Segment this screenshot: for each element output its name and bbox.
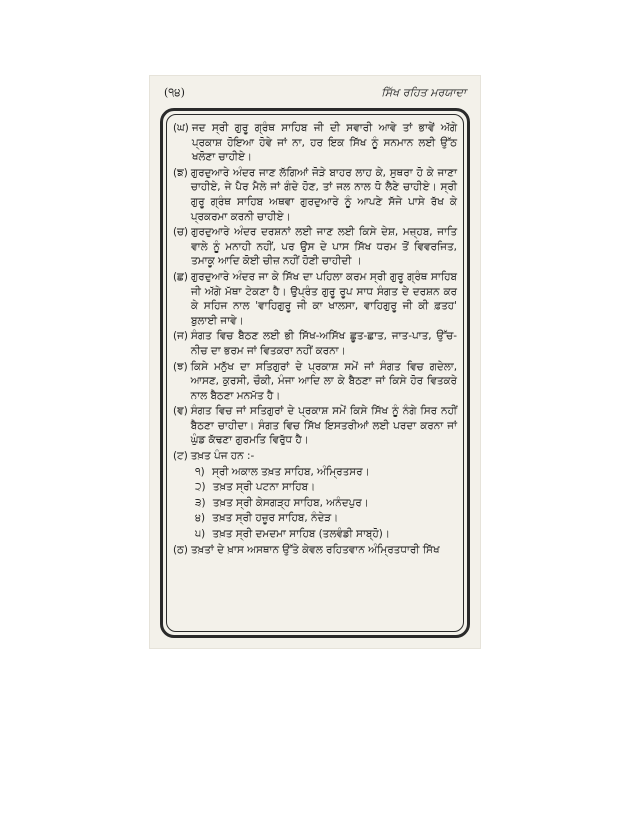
paragraph-text: ਗੁਰਦੁਆਰੇ ਅੰਦਰ ਦਰਸ਼ਨਾਂ ਲਈ ਜਾਣ ਲਈ ਕਿਸੇ ਦੇਸ਼, ਮਜ਼੍ਹਬ, ਜਾਤਿ ਵਾਲੇ ਨੂੰ ਮਨਾਹੀ ਨਹੀਂ, ਪਰ ਉਸ ਦੇ ਪਾਸ ਸਿੱਖ ਧਰਮ ਤੋਂ ਵਿਵਰਜਿਤ, ਤਮਾਕੂ ਆਦਿ ਕੋਈ ਚੀਜ਼ ਨਹੀਂ ਹੋਣੀ ਚਾਹੀਦੀ । (191, 226, 457, 268)
paragraph-marker: (ਘ) (173, 122, 189, 134)
running-title: ਸਿੱਖ ਰਹਿਤ ਮਰਯਾਦਾ (381, 86, 466, 99)
paragraph-marker: (ਚ) (173, 226, 189, 239)
paragraph-text: ਤਖ਼ਤਾਂ ਦੇ ਖ਼ਾਸ ਅਸਥਾਨ ਉੱਤੇ ਕੇਵਲ ਰਹਿਤਵਾਨ ਅੰਮ੍ਰਿਤਧਾਰੀ ਸਿੱਖ (190, 543, 440, 556)
takht-list-item (173, 480, 457, 495)
paragraph-marker: (ਜ) (173, 330, 188, 343)
paragraph-thattha (173, 543, 457, 558)
takht-name: ਸ੍ਰੀ ਅਕਾਲ ਤਖ਼ਤ ਸਾਹਿਬ, ਅੰਮ੍ਰਿਤਸਰ। (212, 465, 370, 478)
takht-name: ਤਖ਼ਤ ਸ੍ਰੀ ਦਮਦਮਾ ਸਾਹਿਬ (ਤਲਵੰਡੀ ਸਾਬ੍ਹੋ)। (212, 528, 390, 541)
paragraph-text: ਸੰਗਤ ਵਿਚ ਬੈਠਣ ਲਈ ਭੀ ਸਿੱਖ-ਅਸਿੱਖ ਛੂਤ-ਛਾਤ, ਜਾਤ-ਪਾਤ, ਉੱਚ-ਨੀਚ ਦਾ ਭਰਮ ਜਾਂ ਵਿਤਕਰਾ ਨਹੀਂ ਕਰਨਾ। (190, 330, 457, 357)
paragraph-text: ਸੰਗਤ ਵਿਚ ਜਾਂ ਸਤਿਗੁਰਾਂ ਦੇ ਪ੍ਰਕਾਸ਼ ਸਮੇਂ ਕਿਸੇ ਸਿੱਖ ਨੂੰ ਨੰਗੇ ਸਿਰ ਨਹੀਂ ਬੈਠਣਾ ਚਾਹੀਦਾ। ਸੰਗਤ ਵਿਚ ਸਿੱਖ ਇਸਤਰੀਆਂ ਲਈ ਪਰਦਾ ਕਰਨਾ ਜਾਂ ਘੁੰਡ ਕੱਢਣਾ ਗੁਰਮਤਿ ਵਿਰੁੱਧ ਹੈ। (190, 405, 457, 447)
takht-list-item (173, 496, 457, 511)
takht-name: ਤਖ਼ਤ ਸ੍ਰੀ ਹਜ਼ੂਰ ਸਾਹਿਬ, ਨੰਦੇੜ। (212, 512, 339, 525)
paragraph-gha (173, 121, 457, 165)
page-number: (੧੪) (164, 86, 185, 99)
paragraph-marker: (ਙ) (173, 166, 188, 179)
paragraph-marker: (ਟ) (173, 450, 188, 463)
paragraph-marker: (ਞ) (173, 405, 188, 418)
takht-marker: ੧) (195, 465, 205, 478)
paragraph-chha (173, 270, 457, 328)
paragraph-jha (173, 360, 457, 404)
paragraph-nya (173, 404, 457, 448)
takht-marker: ੫) (195, 528, 206, 541)
takht-name: ਤਖ਼ਤ ਸ੍ਰੀ ਪਟਨਾ ਸਾਹਿਬ। (212, 481, 316, 494)
paragraph-marker: (ਠ) (173, 543, 188, 556)
paragraph-text: ਤਖ਼ਤ ਪੰਜ ਹਨ :- (190, 450, 255, 463)
paragraph-marker: (ਛ) (173, 270, 188, 283)
takht-marker: ੩) (195, 496, 206, 509)
takht-marker: ੨) (195, 481, 206, 494)
paragraph-text: ਗੁਰਦੁਆਰੇ ਅੰਦਰ ਜਾਣ ਲੱਗਿਆਂ ਜੋੜੇ ਬਾਹਰ ਲਾਹ ਕੇ, ਸੁਥਰਾ ਹੋ ਕੇ ਜਾਣਾ ਚਾਹੀਏ, ਜੇ ਪੈਰ ਮੈਲੇ ਜਾਂ ਗੰਦੇ ਹੋਣ, ਤਾਂ ਜਲ ਨਾਲ ਧੋ ਲੈਣੇ ਚਾਹੀਏ। ਸ੍ਰੀ ਗੁਰੂ ਗ੍ਰੰਥ ਸਾਹਿਬ ਅਥਵਾ ਗੁਰਦੁਆਰੇ ਨੂੰ ਆਪਣੇ ਸੱਜੇ ਪਾਸੇ ਰੱਖ ਕੇ ਪ੍ਰਕਰਮਾ ਕਰਨੀ ਚਾਹੀਏ। (190, 166, 457, 223)
page-header (164, 84, 466, 102)
text-frame (160, 108, 470, 638)
takht-marker: ੪) (195, 512, 206, 525)
paragraph-cha (173, 225, 457, 269)
paragraph-marker: (ਝ) (173, 360, 188, 373)
paragraph-tainka (173, 449, 457, 464)
paragraph-nga (173, 166, 457, 224)
paragraph-text: ਜਦ ਸ੍ਰੀ ਗੁਰੂ ਗ੍ਰੰਥ ਸਾਹਿਬ ਜੀ ਦੀ ਸਵਾਰੀ ਆਵੇ ਤਾਂ ਭਾਵੇਂ ਅੱਗੇ ਪ੍ਰਕਾਸ਼ ਹੋਇਆ ਹੋਵੇ ਜਾਂ ਨਾ, ਹਰ ਇਕ ਸਿੱਖ ਨੂੰ ਸਨਮਾਨ ਲਈ ਉੱਠ ਖਲੋਣਾ ਚਾਹੀਏ। (191, 122, 457, 164)
takht-list-item (173, 465, 457, 480)
takht-name: ਤਖ਼ਤ ਸ੍ਰੀ ਕੇਸਗੜ੍ਹ ਸਾਹਿਬ, ਅਨੰਦਪੁਰ। (212, 496, 369, 509)
takht-list-item (173, 527, 457, 542)
scanned-page (150, 76, 480, 648)
paragraph-ja (173, 329, 457, 358)
takht-list-item (173, 511, 457, 526)
paragraph-text: ਗੁਰਦੁਆਰੇ ਅੰਦਰ ਜਾ ਕੇ ਸਿੱਖ ਦਾ ਪਹਿਲਾ ਕਰਮ ਸ੍ਰੀ ਗੁਰੂ ਗ੍ਰੰਥ ਸਾਹਿਬ ਜੀ ਅੱਗੇ ਮੱਥਾ ਟੇਕਣਾ ਹੈ। ਉਪ੍ਰੰਤ ਗੁਰੂ ਰੂਪ ਸਾਧ ਸੰਗਤ ਦੇ ਦਰਸ਼ਨ ਕਰ ਕੇ ਸਹਿਜ ਨਾਲ 'ਵਾਹਿਗੁਰੂ ਜੀ ਕਾ ਖਾਲਸਾ, ਵਾਹਿਗੁਰੂ ਜੀ ਕੀ ਫ਼ਤਹ' ਬੁਲਾਈ ਜਾਵੇ। (190, 270, 457, 327)
text-frame-inner (166, 114, 464, 632)
paragraph-text: ਕਿਸੇ ਮਨੁੱਖ ਦਾ ਸਤਿਗੁਰਾਂ ਦੇ ਪ੍ਰਕਾਸ਼ ਸਮੇਂ ਜਾਂ ਸੰਗਤ ਵਿਚ ਗਦੇਲਾ, ਆਸਣ, ਕੁਰਸੀ, ਚੌਕੀ, ਮੰਜਾ ਆਦਿ ਲਾ ਕੇ ਬੈਠਣਾ ਜਾਂ ਕਿਸੇ ਹੋਰ ਵਿਤਕਰੇ ਨਾਲ ਬੈਠਣਾ ਮਨਮੱਤ ਹੈ। (190, 360, 457, 402)
